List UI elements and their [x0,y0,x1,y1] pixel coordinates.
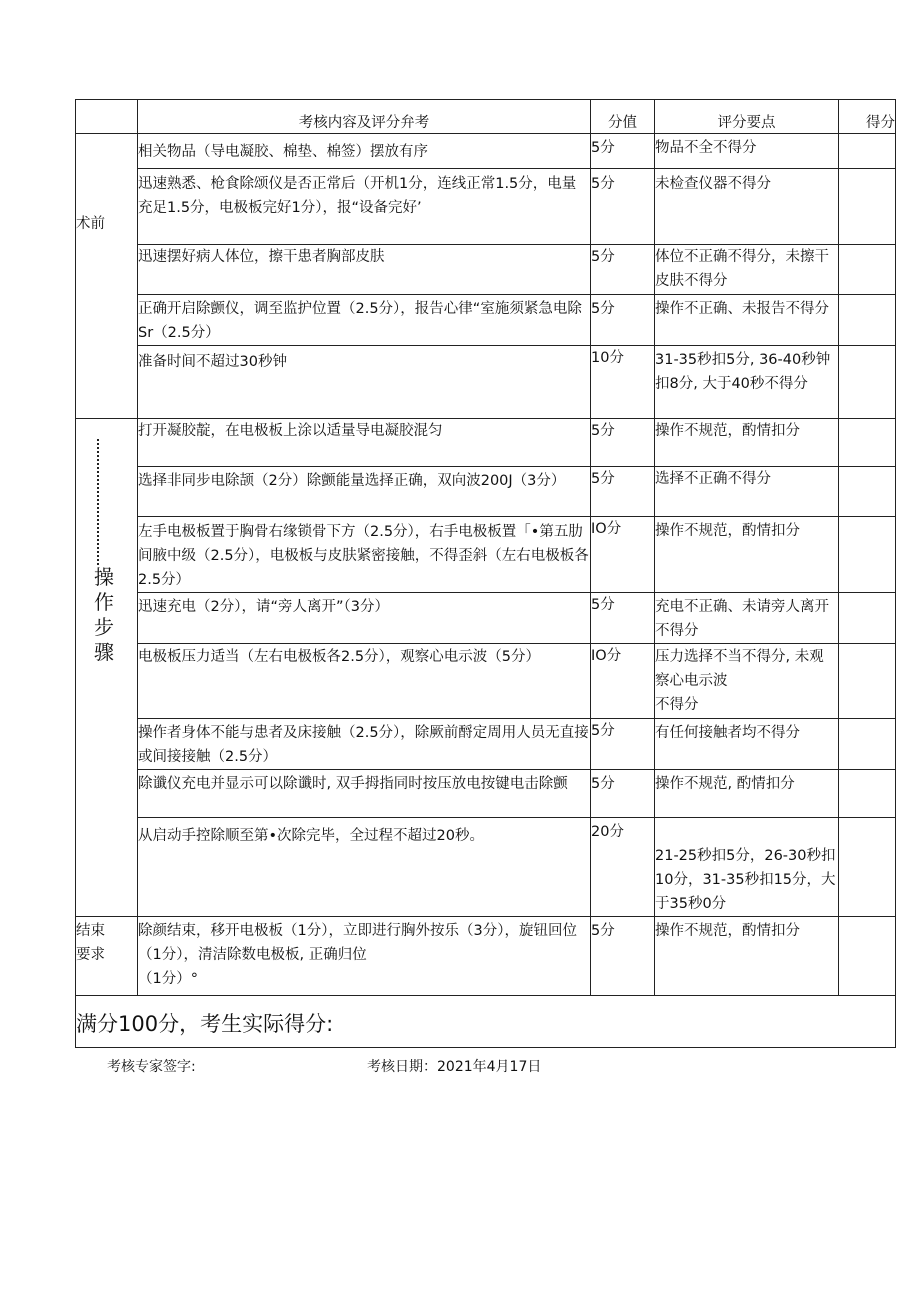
row-points: 未检查仪器不得分 [655,169,839,245]
row-result[interactable] [839,245,896,295]
row-points: 操作不规范，酌情扣分 [655,917,839,996]
total-score-label: 满分100分，考生实际得分: [76,996,896,1048]
row-score: 5分 [591,419,655,467]
row-result[interactable] [839,134,896,169]
exam-date: 考核日期：2021年4月17日 [367,1059,542,1075]
row-score: 5分 [591,295,655,346]
table-row [76,719,896,770]
header-points: 评分要点 [655,100,839,134]
row-content: 迅速熟悉、枪食除颂仪是否正常后（开机1分，连线正常1.5分，电量充足1.5分，电极板完好1分），报“设备完好’ [138,169,591,245]
row-points: 21-25秒扣5分，26-30秒扣10分，31-35秒扣15分，大于35秒0分 [655,818,839,917]
row-content: 左手电极板置于胸骨右缘锁骨下方（2.5分），右手电极板置「•第五肋间腋中级（2.5分），电极板与皮肤紧密接触，不得歪斜（左右电极板各2.5分） [138,517,591,593]
header-score: 分值 [591,100,655,134]
row-score: 5分 [591,134,655,169]
row-result[interactable] [839,644,896,719]
row-content: 正确开启除颤仪，调至监护位置（2.5分），报告心律“室施须紧急电除Sr（2.5分） [138,295,591,346]
section-end: 结束 要求 [76,917,138,996]
row-result[interactable] [839,467,896,517]
header-section [76,100,138,134]
row-score: IO分 [591,644,655,719]
table-row [76,346,896,419]
row-content: 操作者身体不能与患者及床接触（2.5分），除厥前酹定周用人员无直接或间接接触（2.5分） [138,719,591,770]
row-points: 操作不规范，酌情扣分 [655,419,839,467]
table-header-row [76,100,896,134]
row-points: 压力选择不当不得分, 未观察心电示波 不得分 [655,644,839,719]
row-points: 选择不正确不得分 [655,467,839,517]
table-row [76,169,896,245]
row-result[interactable] [839,295,896,346]
row-score: 5分 [591,169,655,245]
table-row [76,245,896,295]
table-row [76,134,896,169]
row-score: 5分 [591,467,655,517]
table-row [76,644,896,719]
table-row [76,917,896,996]
table-row [76,818,896,917]
section-pre: 术前 [76,134,138,419]
row-points: 有任何接触者均不得分 [655,719,839,770]
row-result[interactable] [839,169,896,245]
section-operation-label: 操 作 步 骤 [94,565,114,664]
row-score: 5分 [591,245,655,295]
row-content: 除颜结束，移开电极板（1分），立即进行胸外按乐（3分），旋钮回位（1分），清洁除数电极板, 正确归位 （1分）° [138,917,591,996]
row-points: 操作不规范，酌情扣分 [655,517,839,593]
header-content: 考核内容及评分弁考 [138,100,591,134]
row-points: 操作不正确、未报告不得分 [655,295,839,346]
row-result[interactable] [839,770,896,818]
row-points: 31-35秒扣5分, 36-40秒钟扣8分, 大于40秒不得分 [655,346,839,419]
table-row [76,593,896,644]
row-points: 操作不规范, 酌情扣分 [655,770,839,818]
row-score: 5分 [591,719,655,770]
row-score: 5分 [591,770,655,818]
row-content: 打开凝胶靛，在电极板上涂以适量导电凝胶混匀 [138,419,591,467]
header-result: 得分 [839,100,896,134]
row-points: 体位不正确不得分，未擦干皮肤不得分 [655,245,839,295]
row-content: 电极板压力适当（左右电极板各2.5分），观察心电示波（5分） [138,644,591,719]
row-result[interactable] [839,517,896,593]
table-row [76,419,896,467]
row-points: 充电不正确、未请旁人离开不得分 [655,593,839,644]
table-row [76,467,896,517]
row-content: 迅速摆好病人体位，擦干患者胸部皮肤 [138,245,591,295]
table-row [76,517,896,593]
row-result[interactable] [839,818,896,917]
row-content: 迅速充电（2分），请“旁人离开”（3分） [138,593,591,644]
section-operation [76,419,138,917]
row-result[interactable] [839,346,896,419]
row-result[interactable] [839,419,896,467]
table-row [76,295,896,346]
row-score: 10分 [591,346,655,419]
table-row [76,770,896,818]
row-result[interactable] [839,593,896,644]
row-content: 相关物品（导电凝胶、棉垫、棉签）摆放有序 [138,134,591,169]
total-row [76,996,896,1048]
row-result[interactable] [839,719,896,770]
row-content: 从启动手控除顺至第•次除完毕，全过程不超过20秒。 [138,818,591,917]
examiner-signature-label: 考核专家签字: [107,1059,196,1075]
row-content: 除谶仪充电并显示可以除谶时, 双手拇指同时按压放电按键电击除颤 [138,770,591,818]
row-score: 20分 [591,818,655,917]
scoring-table [75,99,896,1048]
row-score: IO分 [591,517,655,593]
row-content: 选择非同步电除颉（2分）除颤能量选择正确，双向波200J（3分） [138,467,591,517]
row-result[interactable] [839,917,896,996]
row-content: 准备时间不超过30秒钟 [138,346,591,419]
dotted-leader [97,439,99,565]
row-score: 5分 [591,917,655,996]
row-score: 5分 [591,593,655,644]
row-points: 物品不全不得分 [655,134,839,169]
